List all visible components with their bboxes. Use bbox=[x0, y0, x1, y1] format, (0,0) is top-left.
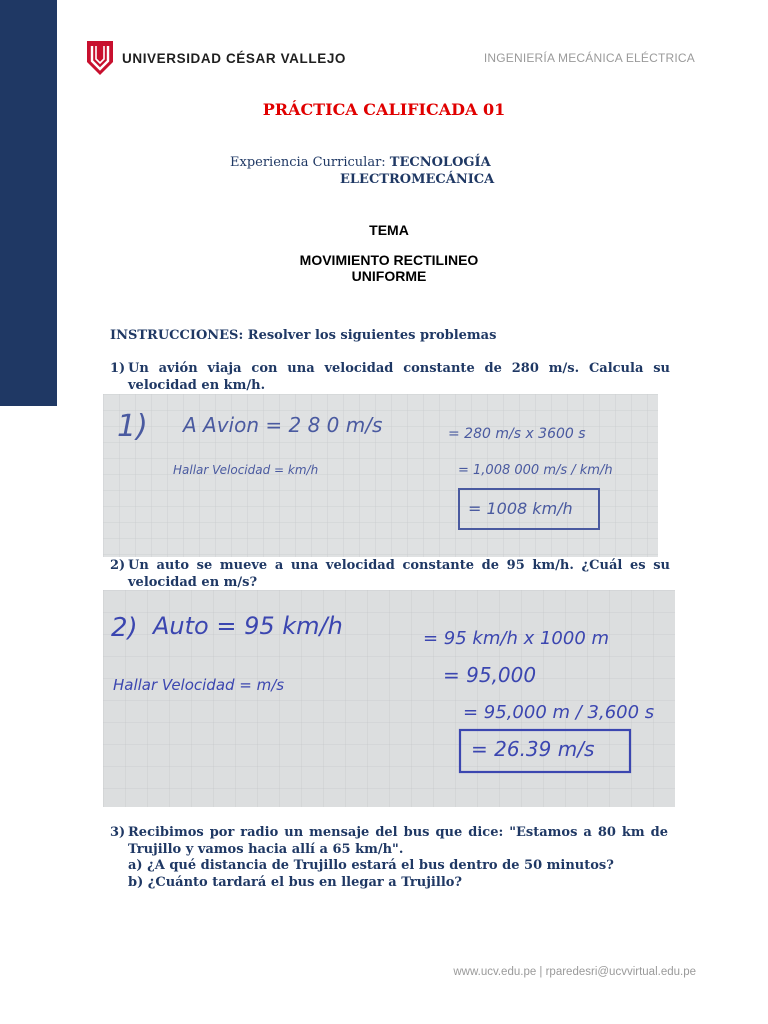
department-label: INGENIERÍA MECÁNICA ELÉCTRICA bbox=[483, 51, 695, 65]
hw1-number: 1) bbox=[117, 409, 148, 444]
footer-contact: www.ucv.edu.pe | rparedesri@ucvvirtual.edu.pe bbox=[453, 966, 696, 978]
experience-label: Experiencia Curricular: bbox=[230, 155, 390, 170]
question-text: Un avión viaja con una velocidad constante de 280 m/s. Calcula su velocidad en km/h. bbox=[128, 361, 670, 393]
topic-title bbox=[0, 252, 768, 284]
hw2-given: Auto = 95 km/h bbox=[153, 612, 343, 640]
hw1-result: = 1008 km/h bbox=[468, 499, 573, 518]
university-name: UNIVERSIDAD CÉSAR VALLEJO bbox=[122, 50, 347, 66]
question-3-part-a: a) ¿A qué distancia de Trujillo estará el bus dentro de 50 minutos? bbox=[128, 858, 614, 873]
hw2-step3: = 95,000 m / 3,600 s bbox=[463, 702, 655, 723]
hw1-step1: = 280 m/s x 3600 s bbox=[448, 426, 586, 442]
page-title: PRÁCTICA CALIFICADA 01 bbox=[262, 100, 506, 119]
question-number: 3) bbox=[110, 825, 126, 840]
hw1-step2: = 1,008 000 m/s / km/h bbox=[458, 463, 613, 478]
hw1-find: Hallar Velocidad = km/h bbox=[173, 463, 319, 477]
hw2-step1: = 95 km/h x 1000 m bbox=[423, 628, 610, 649]
question-number: 2) bbox=[110, 558, 126, 573]
tema-label: TEMA bbox=[369, 222, 409, 238]
question-1 bbox=[110, 361, 670, 394]
hw2-result: = 26.39 m/s bbox=[471, 737, 595, 761]
ucv-shield-icon bbox=[86, 40, 114, 76]
hw2-step2: = 95,000 bbox=[443, 663, 537, 687]
experience-value-2: ELECTROMECÁNICA bbox=[340, 172, 495, 187]
topic-line-1: MOVIMIENTO RECTILINEO bbox=[299, 252, 479, 268]
university-logo bbox=[86, 40, 346, 76]
experience-value-1: TECNOLOGÍA bbox=[389, 155, 491, 170]
question-text: Un auto se mueve a una velocidad constante de 95 km/h. ¿Cuál es su velocidad en m/s? bbox=[128, 558, 670, 590]
instructions: INSTRUCCIONES: Resolver los siguientes problemas bbox=[110, 328, 497, 343]
hw2-given-number: 2) bbox=[111, 613, 138, 643]
question-number: 1) bbox=[110, 361, 126, 376]
handwritten-solution-1 bbox=[103, 394, 658, 557]
question-2 bbox=[110, 558, 670, 591]
sidebar-stripe bbox=[0, 0, 57, 406]
question-3-part-b: b) ¿Cuánto tardará el bus en llegar a Trujillo? bbox=[128, 874, 463, 890]
question-3 bbox=[110, 825, 668, 891]
hw2-find: Hallar Velocidad = m/s bbox=[113, 676, 285, 694]
hw1-given: A Avion = 2 8 0 m/s bbox=[183, 413, 383, 437]
handwritten-solution-2 bbox=[103, 590, 675, 807]
experience-block bbox=[230, 154, 494, 188]
topic-line-2: UNIFORME bbox=[351, 268, 427, 284]
question-text: Recibimos por radio un mensaje del bus que dice: "Estamos a 80 km de Trujillo y vamos hacia allí a 65 km/h". bbox=[128, 825, 668, 857]
